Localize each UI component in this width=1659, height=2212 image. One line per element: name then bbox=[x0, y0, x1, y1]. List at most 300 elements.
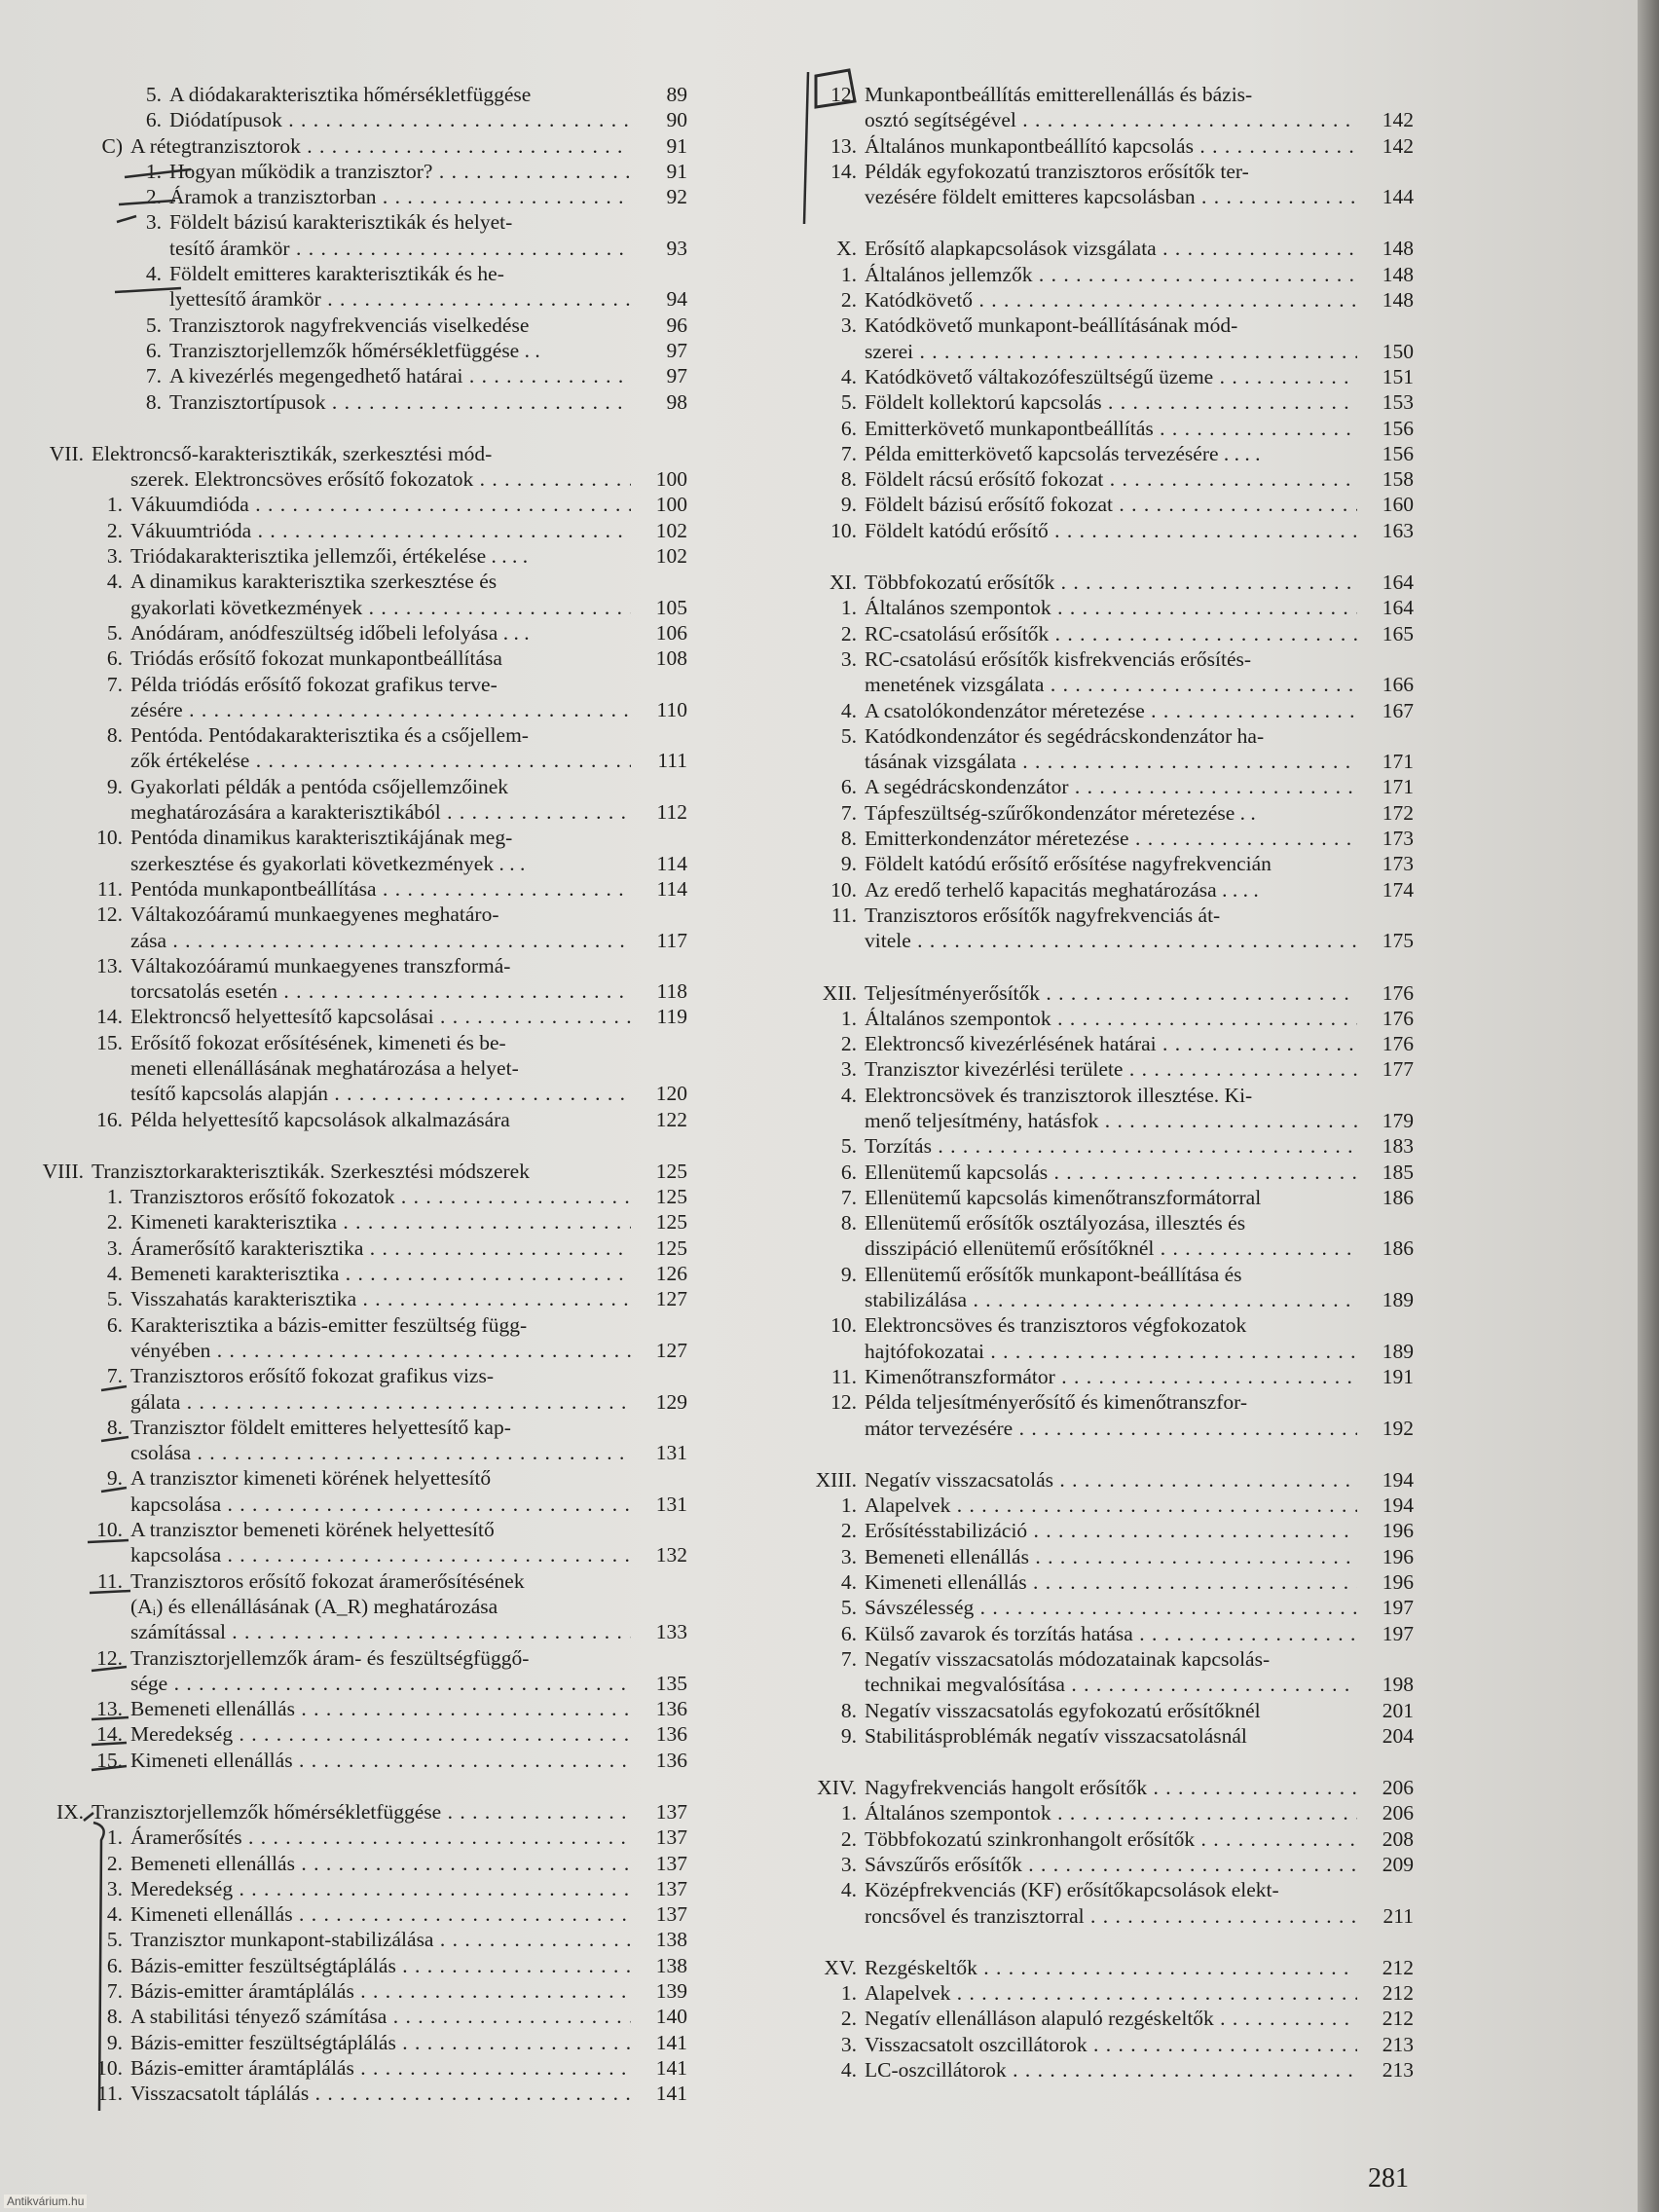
toc-entry-title: A kivezérlés megengedhető határai . . . bbox=[169, 363, 631, 388]
toc-page-number: 164 bbox=[1382, 596, 1414, 620]
toc-entry-title: hajtófokozatai . . . bbox=[865, 1339, 1357, 1364]
toc-entry-title: A dinamikus karakterisztika szerkesztése és bbox=[130, 570, 498, 594]
toc-entry-title: Többfokozatú szinkronhangolt erősítők . . . bbox=[865, 1826, 1357, 1852]
toc-page-number: 166 bbox=[1382, 673, 1414, 697]
toc-entry-number: 2. bbox=[840, 621, 857, 645]
toc-entry-number: 11. bbox=[96, 876, 123, 901]
toc-entry-title: Bázis-emitter feszültségtáplálás . . . bbox=[130, 2030, 631, 2055]
toc-entry-title: Elektroncsöves és tranzisztoros végfokozatok bbox=[865, 1313, 1247, 1338]
pen-underline bbox=[92, 1766, 127, 1770]
toc-entry-number: 3. bbox=[106, 1876, 123, 1900]
toc-entry-number: 11. bbox=[830, 1364, 857, 1388]
toc-page-number: 132 bbox=[655, 1543, 687, 1567]
pen-underline bbox=[84, 1813, 93, 1821]
toc-page-number: 125 bbox=[655, 1210, 687, 1235]
toc-entry-number: 6. bbox=[840, 416, 857, 440]
toc-entry-number: 8. bbox=[106, 2005, 123, 2029]
toc-page-number: 212 bbox=[1382, 1981, 1414, 2006]
toc-page-number: 114 bbox=[656, 876, 687, 901]
toc-entry-title: Bemeneti ellenállás . . . bbox=[865, 1544, 1357, 1569]
toc-page-number: 171 bbox=[1382, 750, 1414, 774]
toc-entry-number: 14. bbox=[96, 1005, 123, 1029]
toc-page-number: 126 bbox=[655, 1262, 687, 1286]
toc-entry-number: 1. bbox=[106, 493, 123, 517]
toc-entry-title: Földelt katódú erősítő . . . bbox=[865, 518, 1357, 543]
toc-page-number: 131 bbox=[655, 1492, 687, 1516]
toc-entry-number: 10. bbox=[96, 2055, 123, 2080]
toc-page-number: 165 bbox=[1382, 621, 1414, 645]
toc-entry-title: Tranzisztorkarakterisztikák. Szerkesztési módszerek bbox=[92, 1159, 530, 1183]
toc-entry-title: Triódás erősítő fokozat munkapontbeállítása bbox=[130, 646, 502, 671]
toc-page-number: 151 bbox=[1382, 364, 1414, 388]
toc-page-number: 114 bbox=[656, 851, 687, 875]
toc-entry-title: Stabilitásproblémák negatív visszacsatolásnál bbox=[865, 1723, 1247, 1748]
toc-entry-title: zők értékelése . . . bbox=[130, 748, 631, 773]
toc-page-number: 89 bbox=[666, 83, 687, 106]
toc-entry-number: 6. bbox=[840, 775, 857, 799]
toc-page-number: 136 bbox=[655, 1697, 687, 1721]
toc-entry-title: A rétegtranzisztorok . . . bbox=[130, 133, 631, 159]
pen-underline bbox=[101, 1488, 127, 1492]
toc-entry-number: 3. bbox=[145, 210, 162, 235]
toc-entry-title: Negatív visszacsatolás egyfokozatú erősítőknél bbox=[865, 1698, 1261, 1722]
toc-entry-number: 13. bbox=[96, 953, 123, 977]
toc-entry-title: Meredekség . . . bbox=[130, 1876, 631, 1901]
toc-page-number: 158 bbox=[1382, 467, 1414, 492]
pen-underline bbox=[92, 1743, 127, 1745]
toc-entry-title: szerkesztése és gyakorlati következmények . . . bbox=[130, 851, 526, 875]
toc-entry-number: 4. bbox=[840, 1570, 857, 1595]
toc-page-number: 141 bbox=[655, 2082, 687, 2106]
toc-entry-number: 9. bbox=[106, 774, 123, 798]
toc-page-number: 198 bbox=[1382, 1673, 1414, 1697]
toc-entry-number: 4. bbox=[840, 2058, 857, 2083]
pen-underline bbox=[125, 169, 191, 177]
toc-entry-title: sége . . . bbox=[130, 1671, 631, 1696]
toc-entry-title: Tápfeszültség-szűrőkondenzátor méretezése . . bbox=[865, 800, 1256, 825]
toc-entry-title: Negatív visszacsatolás . . . bbox=[865, 1467, 1357, 1493]
toc-entry-title: Bázis-emitter feszültségtáplálás . . . bbox=[130, 1953, 631, 1978]
toc-entry-title: Földelt kollektorú kapcsolás . . . bbox=[865, 389, 1357, 415]
toc-page-number: 122 bbox=[655, 1107, 687, 1131]
toc-entry-title: Erősítő alapkapcsolások vizsgálata . . . bbox=[865, 236, 1357, 261]
toc-page-number: 212 bbox=[1382, 2007, 1414, 2031]
toc-entry-title: Példa helyettesítő kapcsolások alkalmazására bbox=[130, 1107, 510, 1131]
toc-entry-title: meghatározására a karakterisztikából . . . bbox=[130, 799, 631, 825]
pen-underline bbox=[92, 1667, 127, 1671]
toc-entry-title: Tranzisztoros erősítő fokozat áramerősítésének bbox=[130, 1568, 525, 1593]
toc-page-number: 204 bbox=[1382, 1723, 1414, 1748]
toc-page-number: 185 bbox=[1382, 1160, 1414, 1184]
toc-entry-number: 3. bbox=[106, 544, 123, 569]
toc-entry-title: Ellenütemű erősítők osztályozása, illesztés és bbox=[865, 1211, 1246, 1235]
toc-page-number: 186 bbox=[1382, 1236, 1414, 1261]
toc-page-number: 171 bbox=[1382, 775, 1414, 799]
toc-page-number: 213 bbox=[1382, 2032, 1414, 2056]
toc-page-number: 100 bbox=[655, 493, 687, 517]
toc-page-number: 192 bbox=[1382, 1416, 1414, 1440]
toc-entry-number: XV. bbox=[824, 1955, 857, 1979]
toc-entry-title: Negatív visszacsatolás módozatainak kapcsolás- bbox=[865, 1646, 1271, 1671]
toc-entry-title: Katódkondenzátor és segédrácskondenzátor ha- bbox=[865, 723, 1265, 748]
toc-page-number: 208 bbox=[1382, 1826, 1414, 1851]
toc-entry-number: 11. bbox=[96, 2082, 123, 2106]
toc-page-number: 137 bbox=[655, 1902, 687, 1927]
toc-entry-title: Ellenütemű kapcsolás kimenőtranszformátorral bbox=[865, 1185, 1262, 1209]
toc-entry-title: (Aᵢ) és ellenállásának (A_R) meghatározása bbox=[130, 1594, 498, 1618]
toc-page-number: 112 bbox=[656, 800, 687, 825]
toc-entry-title: Bemeneti karakterisztika . . . bbox=[130, 1261, 631, 1286]
toc-entry-number: 8. bbox=[840, 467, 857, 492]
toc-entry-number: 7. bbox=[106, 672, 123, 696]
toc-entry-title: zésére . . . bbox=[130, 697, 631, 722]
toc-entry-title: Elektroncsövek és tranzisztorok illesztése. Ki- bbox=[865, 1083, 1253, 1107]
toc-page-number: 129 bbox=[655, 1389, 687, 1414]
toc-entry-title: Erősítő fokozat erősítésének, kimeneti és be- bbox=[130, 1030, 506, 1054]
toc-page-number: 206 bbox=[1382, 1801, 1414, 1825]
toc-entry-title: Anódáram, anódfeszültség időbeli lefolyása . . . bbox=[130, 620, 530, 645]
toc-entry-title: A tranzisztor kimeneti körének helyettesítő bbox=[130, 1466, 492, 1491]
toc-entry-title: Földelt bázisú karakterisztikák és helyet- bbox=[169, 210, 513, 235]
toc-page-number: 108 bbox=[655, 646, 687, 671]
toc-entry-number: 6. bbox=[840, 1621, 857, 1645]
toc-entry-title: Elektroncső helyettesítő kapcsolásai . . . bbox=[130, 1004, 631, 1029]
toc-entry-title: Váltakozóáramú munkaegyenes transzformá- bbox=[130, 953, 511, 977]
toc-entry-number: 10. bbox=[96, 1518, 123, 1542]
toc-entry-number: VII. bbox=[49, 441, 84, 465]
toc-entry-title: gyakorlati következmények . . . bbox=[130, 595, 631, 620]
toc-entry-title: roncsővel és tranzisztorral . . . bbox=[865, 1903, 1357, 1929]
toc-page-number: 156 bbox=[1382, 441, 1414, 465]
toc-entry-number: 11. bbox=[830, 903, 857, 927]
toc-entry-number: 6. bbox=[145, 338, 162, 362]
toc-page-number: 148 bbox=[1382, 262, 1414, 286]
toc-entry-title: Földelt emitteres karakterisztikák és he- bbox=[169, 262, 504, 286]
toc-page-number: 105 bbox=[655, 595, 687, 619]
toc-entry-number: 5. bbox=[106, 1928, 123, 1952]
toc-entry-title: Bázis-emitter áramtáplálás . . . bbox=[130, 1978, 631, 2004]
toc-entry-title: Vákuumtrióda . . . bbox=[130, 518, 631, 543]
toc-page-number: 106 bbox=[655, 620, 687, 645]
toc-page-number: 189 bbox=[1382, 1288, 1414, 1312]
toc-page-number: 138 bbox=[655, 1928, 687, 1952]
toc-entry-title: gálata . . . bbox=[130, 1389, 631, 1415]
toc-entry-title: Tranzisztor munkapont-stabilizálása . . . bbox=[130, 1927, 631, 1952]
toc-entry-number: 16. bbox=[96, 1107, 123, 1131]
toc-entry-title: Váltakozóáramú munkaegyenes meghatáro- bbox=[130, 903, 499, 927]
toc-page-number: 212 bbox=[1382, 1955, 1414, 1979]
toc-page-number: 176 bbox=[1382, 1032, 1414, 1056]
toc-entry-title: technikai megvalósítása . . . bbox=[865, 1672, 1357, 1697]
toc-entry-title: Többfokozatú erősítők . . . bbox=[865, 570, 1357, 595]
toc-page-number: 172 bbox=[1382, 800, 1414, 825]
toc-entry-number: 9. bbox=[840, 493, 857, 517]
toc-page-number: 148 bbox=[1382, 237, 1414, 261]
toc-entry-title: osztó segítségével . . . bbox=[865, 107, 1357, 132]
pen-underline bbox=[117, 216, 136, 222]
toc-page-number: 127 bbox=[655, 1338, 687, 1362]
toc-page-number: 176 bbox=[1382, 980, 1414, 1005]
toc-entry-title: Kimeneti ellenállás . . . bbox=[865, 1569, 1357, 1595]
toc-page-number: 197 bbox=[1382, 1621, 1414, 1645]
toc-entry-title: Tranzisztoros erősítő fokozat grafikus vizs- bbox=[130, 1364, 494, 1388]
toc-page-number: 142 bbox=[1382, 108, 1414, 132]
toc-entry-title: Nagyfrekvenciás hangolt erősítők . . . bbox=[865, 1775, 1357, 1800]
toc-entry-number: X. bbox=[836, 237, 857, 261]
toc-entry-title: Földelt bázisú erősítő fokozat . . . bbox=[865, 492, 1357, 517]
toc-entry-number: 11. bbox=[96, 1568, 123, 1593]
toc-page-number: 139 bbox=[655, 1979, 687, 2004]
toc-entry-title: Áramerősítés . . . bbox=[130, 1825, 631, 1850]
toc-entry-number: 2. bbox=[106, 1210, 123, 1235]
toc-entry-number: 12. bbox=[96, 1645, 123, 1670]
toc-entry-number: 2. bbox=[840, 2007, 857, 2031]
toc-page-number: 138 bbox=[655, 1953, 687, 1977]
toc-entry-number: 7. bbox=[145, 364, 162, 388]
toc-entry-title: Sávszélesség . . . bbox=[865, 1595, 1357, 1620]
toc-entry-number: 10. bbox=[830, 1313, 857, 1338]
toc-page-number: 111 bbox=[657, 749, 687, 773]
toc-entry-title: Bemeneti ellenállás . . . bbox=[130, 1851, 631, 1876]
toc-entry-title: Katódkövető . . . bbox=[865, 287, 1357, 313]
toc-entry-title: LC-oszcillátorok . . . bbox=[865, 2057, 1357, 2083]
toc-page-number: 160 bbox=[1382, 493, 1414, 517]
page-edge-shadow bbox=[1638, 0, 1659, 2212]
toc-entry-number: C) bbox=[101, 133, 123, 158]
toc-entry-title: RC-csatolású erősítők kisfrekvenciás erősítés- bbox=[865, 646, 1252, 671]
toc-page-number: 136 bbox=[655, 1748, 687, 1772]
toc-entry-number: 13. bbox=[96, 1697, 123, 1721]
toc-page-number: 150 bbox=[1382, 339, 1414, 363]
toc-entry-number: 8. bbox=[840, 827, 857, 851]
toc-entry-title: Rezgéskeltők . . . bbox=[865, 1955, 1357, 1980]
toc-page-number: 97 bbox=[666, 364, 687, 388]
toc-entry-number: IX. bbox=[55, 1800, 84, 1824]
toc-entry-number: 9. bbox=[840, 1262, 857, 1286]
toc-entry-number: 12. bbox=[830, 1390, 857, 1415]
toc-entry-number: 10. bbox=[96, 826, 123, 850]
toc-entry-title: disszipáció ellenütemű erősítőknél . . . bbox=[865, 1235, 1357, 1261]
toc-page-number: 133 bbox=[655, 1620, 687, 1644]
toc-entry-title: RC-csatolású erősítők . . . bbox=[865, 621, 1357, 646]
toc-entry-number: 12. bbox=[96, 903, 123, 927]
toc-entry-title: Munkapontbeállítás emitterellenállás és bázis- bbox=[865, 83, 1253, 106]
toc-entry-title: kapcsolása . . . bbox=[130, 1492, 631, 1517]
toc-page-number: 125 bbox=[655, 1185, 687, 1209]
toc-entry-title: Áramok a tranzisztorban . . . bbox=[169, 184, 631, 209]
toc-page-number: 137 bbox=[655, 1851, 687, 1875]
toc-entry-number: 1. bbox=[840, 1493, 857, 1518]
toc-entry-number: 5. bbox=[106, 1287, 123, 1311]
pen-underline bbox=[119, 201, 175, 204]
toc-entry-title: szerei . . . bbox=[865, 339, 1357, 364]
toc-entry-title: Középfrekvenciás (KF) erősítőkapcsolások elekt- bbox=[865, 1878, 1279, 1902]
toc-entry-title: Elektroncső kivezérlésének határai . . . bbox=[865, 1031, 1357, 1056]
toc-page-number: 174 bbox=[1382, 877, 1414, 902]
toc-entry-number: 5. bbox=[840, 723, 857, 748]
toc-page-number: 177 bbox=[1382, 1057, 1414, 1082]
toc-page-number: 176 bbox=[1382, 1006, 1414, 1030]
toc-entry-number: 1. bbox=[840, 1006, 857, 1030]
toc-page-number: 137 bbox=[655, 1825, 687, 1850]
toc-page-number: 173 bbox=[1382, 827, 1414, 851]
toc-entry-number: 2. bbox=[840, 1032, 857, 1056]
toc-entry-title: Áramerősítő karakterisztika . . . bbox=[130, 1235, 631, 1261]
pen-underline bbox=[101, 1386, 127, 1390]
toc-entry-number: 8. bbox=[145, 389, 162, 414]
toc-entry-title: szerek. Elektroncsöves erősítő fokozatok . . . bbox=[130, 466, 631, 492]
toc-entry-number: 9. bbox=[840, 852, 857, 876]
toc-entry-title: Kimeneti ellenállás . . . bbox=[130, 1748, 631, 1773]
toc-entry-title: Visszacsatolt táplálás . . . bbox=[130, 2081, 631, 2106]
toc-entry-number: 12. bbox=[830, 83, 857, 106]
toc-entry-title: Elektroncső-karakterisztikák, szerkesztési mód- bbox=[92, 441, 493, 465]
toc-entry-number: 10. bbox=[830, 518, 857, 542]
toc-entry-title: Általános szempontok . . . bbox=[865, 1800, 1357, 1825]
toc-page-number: 125 bbox=[655, 1235, 687, 1260]
toc-entry-title: tesítő áramkör . . . bbox=[169, 236, 631, 261]
toc-entry-title: Tranzisztorjellemzők áram- és feszültségfüggő- bbox=[130, 1645, 530, 1670]
toc-entry-title: Tranzisztorjellemzők hőmérsékletfüggése . . . bbox=[92, 1799, 631, 1825]
toc-entry-number: 14. bbox=[96, 1722, 123, 1747]
toc-page-number: 140 bbox=[655, 2005, 687, 2029]
toc-entry-number: 2. bbox=[840, 288, 857, 313]
toc-entry-number: 5. bbox=[840, 1134, 857, 1159]
toc-entry-title: A segédrácskondenzátor . . . bbox=[865, 774, 1357, 799]
toc-entry-title: tásának vizsgálata . . . bbox=[865, 749, 1357, 774]
toc-entry-number: 4. bbox=[840, 1083, 857, 1107]
toc-entry-number: VIII. bbox=[42, 1159, 84, 1183]
toc-entry-number: 10. bbox=[830, 877, 857, 902]
toc-entry-title: Diódatípusok . . . bbox=[169, 107, 631, 132]
toc-entry-title: csolása . . . bbox=[130, 1440, 631, 1465]
toc-page-number: 163 bbox=[1382, 518, 1414, 542]
toc-entry-title: Kimeneti karakterisztika . . . bbox=[130, 1209, 631, 1235]
toc-page-number: 119 bbox=[656, 1005, 687, 1029]
toc-entry-number: 7. bbox=[106, 1364, 123, 1388]
toc-entry-title: Általános munkapontbeállító kapcsolás . . . bbox=[865, 133, 1357, 159]
toc-page-number: 153 bbox=[1382, 390, 1414, 415]
toc-page-number: 196 bbox=[1382, 1570, 1414, 1595]
toc-page-number: 194 bbox=[1382, 1467, 1414, 1492]
toc-page-number: 125 bbox=[655, 1159, 687, 1183]
pen-underline bbox=[115, 288, 181, 292]
toc-entry-number: XI. bbox=[829, 571, 857, 595]
toc-entry-number: 4. bbox=[840, 698, 857, 722]
toc-page-number: 189 bbox=[1382, 1339, 1414, 1363]
toc-entry-title: Kimenőtranszformátor . . . bbox=[865, 1364, 1357, 1389]
toc-entry-title: A stabilitási tényező számítása . . . bbox=[130, 2004, 631, 2029]
toc-page-number: 186 bbox=[1382, 1185, 1414, 1209]
toc-entry-title: meneti ellenállásának meghatározása a helyet- bbox=[130, 1055, 519, 1080]
toc-entry-title: Földelt katódú erősítő erősítése nagyfrekvencián bbox=[865, 852, 1272, 876]
toc-entry-number: 4. bbox=[106, 570, 123, 594]
toc-entry-number: 6. bbox=[106, 1312, 123, 1337]
pen-underline bbox=[92, 1717, 129, 1719]
toc-entry-number: 7. bbox=[840, 800, 857, 825]
toc-entry-number: 5. bbox=[840, 1596, 857, 1620]
toc-entry-number: 3. bbox=[840, 1057, 857, 1082]
toc-entry-number: 1. bbox=[840, 596, 857, 620]
toc-entry-title: Tranzisztortípusok . . . bbox=[169, 389, 631, 415]
toc-entry-number: 5. bbox=[840, 390, 857, 415]
toc-page-number: 142 bbox=[1382, 133, 1414, 158]
toc-entry-title: torcsatolás esetén . . . bbox=[130, 978, 631, 1004]
toc-entry-title: Példa emitterkövető kapcsolás tervezésére . . . . bbox=[865, 441, 1261, 465]
toc-entry-title: Alapelvek . . . bbox=[865, 1493, 1357, 1518]
toc-entry-title: stabilizálása . . . bbox=[865, 1287, 1357, 1312]
toc-entry-number: 8. bbox=[840, 1211, 857, 1235]
toc-entry-title: Pentóda. Pentódakarakterisztika és a csőjellem- bbox=[130, 723, 529, 748]
toc-page-number: 167 bbox=[1382, 698, 1414, 722]
pen-underline bbox=[90, 1591, 130, 1593]
toc-entry-title: Tranzisztorok nagyfrekvenciás viselkedése bbox=[169, 313, 530, 337]
toc-page-number: 191 bbox=[1382, 1364, 1414, 1388]
toc-page-number: 173 bbox=[1382, 852, 1414, 876]
pen-underline bbox=[101, 1437, 129, 1441]
toc-entry-number: 4. bbox=[106, 1262, 123, 1286]
toc-entry-title: Általános szempontok . . . bbox=[865, 595, 1357, 620]
toc-entry-title: Földelt rácsú erősítő fokozat . . . bbox=[865, 466, 1357, 492]
toc-entry-title: Visszacsatolt oszcillátorok . . . bbox=[865, 2032, 1357, 2057]
toc-entry-title: Tranzisztoros erősítők nagyfrekvenciás át- bbox=[865, 903, 1221, 927]
toc-entry-title: Emitterkövető munkapontbeállítás . . . bbox=[865, 416, 1357, 441]
toc-entry-number: 4. bbox=[840, 1878, 857, 1902]
toc-entry-title: Kimeneti ellenállás . . . bbox=[130, 1901, 631, 1927]
toc-page-number: 91 bbox=[666, 159, 687, 183]
toc-entry-number: 9. bbox=[106, 2030, 123, 2054]
toc-entry-title: Pentóda dinamikus karakterisztikájának meg- bbox=[130, 826, 513, 850]
toc-page-number: 110 bbox=[656, 697, 687, 721]
toc-entry-number: 7. bbox=[106, 1979, 123, 2004]
toc-page-number: 135 bbox=[655, 1671, 687, 1695]
toc-entry-number: 6. bbox=[840, 1160, 857, 1184]
toc-entry-title: Példák egyfokozatú tranzisztoros erősítők ter- bbox=[865, 159, 1249, 183]
toc-page-number: 117 bbox=[656, 928, 687, 952]
toc-entry-number: 1. bbox=[106, 1825, 123, 1850]
toc-entry-title: Triódakarakterisztika jellemzői, értékelése . . . . bbox=[130, 544, 529, 569]
toc-entry-number: 3. bbox=[840, 2032, 857, 2056]
toc-entry-title: zása . . . bbox=[130, 928, 631, 953]
toc-entry-title: Katódkövető váltakozófeszültségű üzeme . . . bbox=[865, 364, 1357, 389]
toc-entry-title: számítással . . . bbox=[130, 1619, 631, 1644]
toc-entry-title: Tranzisztorjellemzők hőmérsékletfüggése . . bbox=[169, 338, 540, 362]
toc-entry-number: 13. bbox=[830, 133, 857, 158]
page-number: 281 bbox=[1368, 2163, 1409, 2194]
toc-entry-title: Karakterisztika a bázis-emitter feszültség függ- bbox=[130, 1312, 528, 1337]
toc-page-number: 141 bbox=[655, 2055, 687, 2080]
toc-entry-number: XIV. bbox=[817, 1776, 857, 1800]
toc-entry-title: Vákuumdióda . . . bbox=[130, 492, 631, 517]
toc-page-number: 206 bbox=[1382, 1776, 1414, 1800]
toc-entry-number: XIII. bbox=[815, 1467, 857, 1492]
toc-page-number: 148 bbox=[1382, 288, 1414, 313]
toc-page-number: 144 bbox=[1382, 185, 1414, 209]
toc-entry-number: 15. bbox=[96, 1030, 123, 1054]
toc-entry-title: lyettesítő áramkör . . . bbox=[169, 286, 631, 312]
toc-entry-title: Ellenütemű erősítők munkapont-beállítása és bbox=[865, 1262, 1242, 1286]
toc-page-number: 98 bbox=[666, 389, 687, 414]
toc-page-number: 197 bbox=[1382, 1596, 1414, 1620]
pen-bracket bbox=[93, 1823, 104, 2111]
toc-entry-title: A tranzisztor bemeneti körének helyettesítő bbox=[130, 1518, 495, 1542]
toc-entry-title: Emitterkondenzátor méretezése . . . bbox=[865, 826, 1357, 851]
toc-entry-number: 8. bbox=[840, 1698, 857, 1722]
toc-entry-title: Teljesítményerősítők . . . bbox=[865, 980, 1357, 1006]
toc-entry-number: 6. bbox=[145, 108, 162, 132]
toc-entry-number: 7. bbox=[840, 1185, 857, 1209]
toc-entry-title: mátor tervezésére . . . bbox=[865, 1416, 1357, 1441]
